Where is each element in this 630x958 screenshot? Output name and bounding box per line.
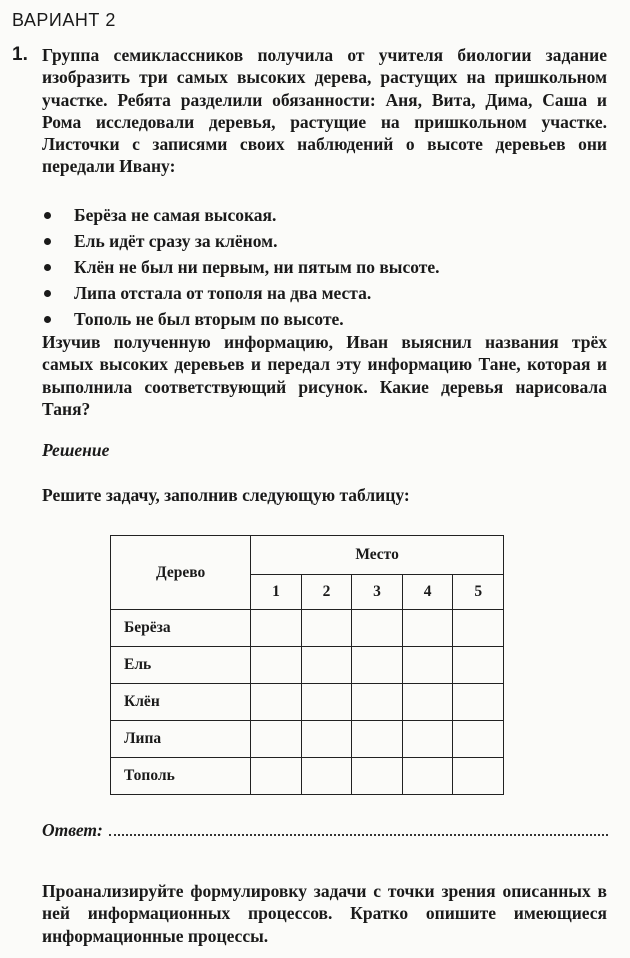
task-number: 1. [12,44,28,65]
place-number: 1 [251,575,302,610]
variant-heading: ВАРИАНТ 2 [12,10,116,30]
table-cell[interactable] [352,684,403,721]
table-cell[interactable] [453,647,504,684]
tree-name: Клён [111,684,251,721]
table-cell[interactable] [402,684,453,721]
bullet-icon [44,316,51,323]
list-item [42,255,602,281]
place-number: 5 [453,575,504,610]
observation-list [42,203,602,333]
table-cell[interactable] [301,758,352,795]
analysis-task: Проанализируйте формулировку задачи с точки зрения описанных в ней информационных процессов. Кратко опишите имеющиеся информационные процессы. [42,881,607,946]
table-header-row [111,536,504,575]
table-cell[interactable] [402,721,453,758]
table-cell[interactable] [453,684,504,721]
bullet-icon [44,290,51,297]
bullet-icon [44,238,51,245]
place-column-header: Место [251,536,504,575]
table-cell[interactable] [352,758,403,795]
list-item-text: Ель идёт сразу за клёном. [74,231,278,251]
table-cell[interactable] [251,647,302,684]
answer-row [42,820,608,841]
table-cell[interactable] [301,721,352,758]
table-cell[interactable] [251,610,302,647]
table-cell[interactable] [301,610,352,647]
solution-instruction: Решите задачу, заполнив следующую таблицу: [42,485,410,505]
tree-name: Ель [111,647,251,684]
table-row [111,647,504,684]
table-cell[interactable] [453,758,504,795]
table-cell[interactable] [251,758,302,795]
list-item-text: Берёза не самая высокая. [74,205,277,225]
tree-name: Берёза [111,610,251,647]
list-item [42,203,602,229]
table-cell[interactable] [402,610,453,647]
tree-name: Тополь [111,758,251,795]
tree-name: Липа [111,721,251,758]
task-question: Изучив полученную информацию, Иван выяснил названия трёх самых высоких деревьев и передал эту информацию Тане, которая и выполнила соответствующий рисунок. Какие деревья нарисовала Таня? [42,332,607,419]
table-cell[interactable] [402,758,453,795]
list-item [42,229,602,255]
place-number: 2 [301,575,352,610]
table-row [111,758,504,795]
bullet-icon [44,212,51,219]
table-cell[interactable] [453,610,504,647]
bullet-icon [44,264,51,271]
list-item-text: Тополь не был вторым по высоте. [74,309,344,329]
solution-table [110,535,504,795]
tree-column-header: Дерево [111,536,251,610]
list-item-text: Липа отстала от тополя на два места. [74,283,372,303]
table-cell[interactable] [352,721,403,758]
table-cell[interactable] [402,647,453,684]
solution-label: Решение [42,440,110,460]
table-cell[interactable] [301,684,352,721]
table-cell[interactable] [352,610,403,647]
table-cell[interactable] [453,721,504,758]
list-item [42,281,602,307]
place-number: 3 [352,575,403,610]
table-cell[interactable] [352,647,403,684]
list-item [42,307,602,333]
table-cell[interactable] [251,684,302,721]
table-row [111,610,504,647]
table-cell[interactable] [251,721,302,758]
task-intro: Группа семиклассников получила от учителя биологии задание изобразить три самых высоких дерева, растущих на пришкольном участке. Ребята разделили обязанности: Аня, Вита, Дима, Саша и Рома исследовали деревья, растущие на пришкольном участке. Листочки с записями своих наблюдений о высоте деревьев они передали Ивану: [42,45,607,177]
place-number: 4 [402,575,453,610]
answer-label: Ответ: [42,820,103,840]
table-cell[interactable] [301,647,352,684]
table-row [111,721,504,758]
answer-line[interactable] [109,834,608,836]
table-row [111,684,504,721]
list-item-text: Клён не был ни первым, ни пятым по высоте. [74,257,440,277]
